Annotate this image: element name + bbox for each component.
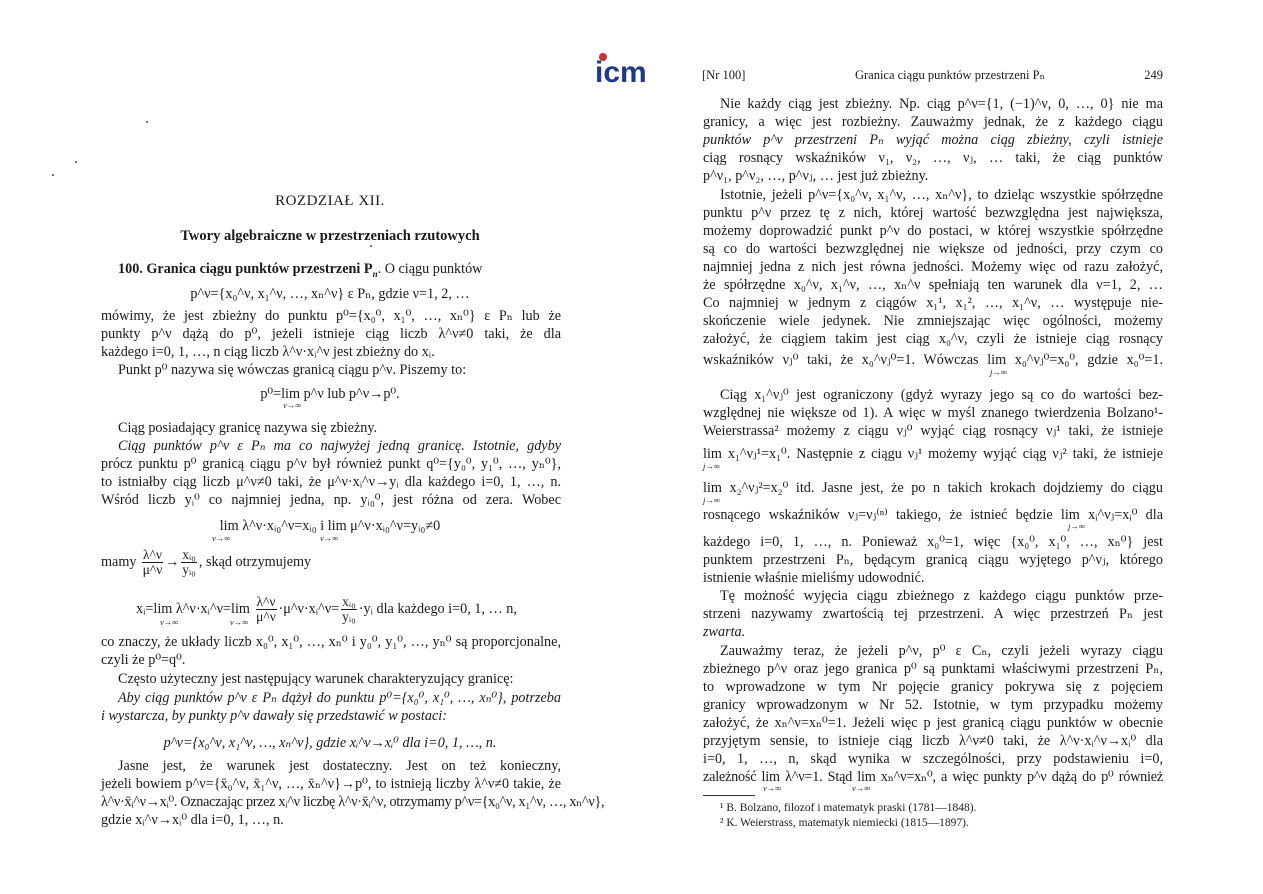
left-page (0, 0, 630, 894)
r-line-27: zwarta. (703, 624, 746, 640)
section-title-sub: n (372, 268, 378, 279)
r-line-26: strzeni nazywamy zwartością tej przestrzeni. A więc przestrzeń Pₙ jest (703, 606, 1163, 622)
line-12: Wśród liczb yᵢ⁰ co najmniej jedna, np. yᵢ₀⁰, jest różna od zera. Wobec (101, 492, 561, 508)
r-line-15: wskaźników νⱼ⁰ taki, że x₀^νⱼ⁰=1. Wówczas lim x₀^νⱼ⁰=x₀⁰, gdzie x₀⁰=1. (703, 352, 1163, 368)
line-17: czyli że p⁰=q⁰. (101, 652, 186, 668)
section-heading: 100. Granica ciągu punktów przestrzeni $P_n$. O ciągu punktów (118, 261, 483, 279)
eq-representation: p^ν={x₀^ν, x₁^ν, …, xₙ^ν}, gdzie xᵢ^ν→xᵢ⁰ dla i=0, 1, …, n. (163, 735, 497, 751)
r-line-12: Co najmniej w jednym z ciągów x₁¹, x₁², …, x₁^ν, … występuje nie- (703, 295, 1163, 311)
line-18: Często użyteczny jest następujący warunek charakteryzujący granicę: (118, 671, 514, 687)
r-line-21: rosnącego wskaźników νⱼ=νⱼ⁽ⁿ⁾ takiego, że istnieć będzie lim xᵢ^νⱼ=xᵢ⁰ dla (703, 507, 1163, 523)
r-line-20: lim x₂^νⱼ²=x₂⁰ itd. Jasne jest, że po n takich krokach dojdziemy do ciągu (703, 480, 1163, 496)
line-6: Punkt p⁰ nazywa się wówczas granicą ciągu p^ν. Piszemy to: (118, 362, 467, 378)
eq-xi-sub2: ν→∞ (230, 617, 249, 627)
r-line-10: najmniej jedna z nich jest równa jedności. Możemy więc od razu założyć, (703, 259, 1163, 275)
r-line-23: punktem przestrzeni Pₙ, będącym granicą ciągu wyjętego p^νⱼ, którego (703, 552, 1163, 568)
frac-x-y: $\frac{\text{xᵢ₀}}{\text{yᵢ₀}}$ (182, 547, 196, 578)
r-line-33: przyjętym sensie, to istnieje ciąg liczb λ^ν≠0 taki, że λ^ν·xᵢ^ν→xᵢ⁰ dla (703, 733, 1163, 749)
r-line-14: założyć, że ciągiem takim jest ciąg x₀^ν, czyli że istnieje ciąg rosnący (703, 331, 1163, 347)
line-4: punkty p^ν dążą do p⁰, jeżeli istnieje ciąg liczb λ^ν≠0 taki, że dla (101, 326, 561, 342)
r-line-13: skończenie wiele jedynek. Nie zmniejszając więc ogólności, możemy (703, 313, 1163, 329)
line-10: prócz punktu p⁰ granicą ciągu p^ν był również punkt q⁰={y₀⁰, y₁⁰, …, yₙ⁰}, (101, 456, 561, 472)
r-line-20-sub: j→∞ (703, 495, 720, 505)
line-25: gdzie xᵢ^ν→xᵢ⁰ dla i=0, 1, …, n. (101, 812, 284, 828)
section-title: Granica ciągu punktów przestrzeni P (146, 261, 373, 277)
r-line-32: założyć, że xₙ^ν=xₙ⁰=1. Jeżeli więc p jest granicą ciągu punktów w obecnie (703, 715, 1163, 731)
r-line-28: Zauważmy teraz, że jeżeli p^ν, p⁰ ε Cₙ, czyli jeżeli wyrazy ciągu (720, 643, 1163, 659)
r-line-5: p^ν₁, p^ν₂, …, p^νⱼ, … jest już zbieżny. (703, 168, 929, 184)
r-line-2: granicy, a więc jest rozbieżny. Zauważmy jednak, że z każdego ciągu (703, 114, 1163, 130)
r-line-11: że spółrzędne x₀^ν, x₁^ν, …, xₙ^ν spełniają ten warunek dla ν=1, 2, … (703, 277, 1163, 293)
r-line-29: zbieżnego p^ν oraz jego granica p⁰ są punktami właściwymi przestrzeni Pₙ, (703, 661, 1163, 677)
eq-limits-sub2: ν→∞ (320, 533, 339, 543)
r-line-21-sub: j→∞ (1068, 521, 1085, 531)
r-line-35-sub2: ν→∞ (852, 783, 871, 793)
eq-sequence: p^ν={x₀^ν, x₁^ν, …, xₙ^ν} ε Pₙ, gdzie ν=1, 2, … (190, 286, 470, 302)
logo-text: icm (595, 56, 647, 88)
r-line-1: Nie każdy ciąg jest zbieżny. Np. ciąg p^ν={1, (−1)^ν, 0, …, 0} nie ma (720, 96, 1163, 112)
r-line-6: Istotnie, jeżeli p^ν={x₀^ν, x₁^ν, …, xₙ^ν}, to dzieląc wszystkie spółrzędne (720, 187, 1163, 203)
running-header-title: Granica ciągu punktów przestrzeni Pₙ (854, 68, 1046, 82)
r-line-17: względnej nie większe od 1). A więc w myśl znanego twierdzenia Bolzano¹- (703, 405, 1163, 421)
chapter-title: ROZDZIAŁ XII. (275, 193, 385, 209)
r-line-19: lim x₁^νⱼ¹=x₁⁰. Następnie z ciągu νⱼ¹ możemy wyjąć ciąg νⱼ² taki, że istnieje (703, 446, 1163, 462)
eq-xi-sub1: ν→∞ (160, 617, 179, 627)
footnote-rule (703, 795, 755, 796)
line-23: jeżeli bowiem p^ν={x̄₀^ν, x̄₁^ν, …, x̄ₙ^ν}→p⁰, to istnieją liczby λ^ν≠0 takie, że (101, 776, 561, 792)
r-line-16: Ciąg x₁^νⱼ⁰ jest ograniczony (gdyż wyrazy jego są co do wartości bez- (720, 387, 1163, 403)
running-header-left: [Nr 100] (702, 68, 746, 82)
r-line-35-sub1: ν→∞ (763, 783, 782, 793)
line-19: Aby ciąg punktów p^ν ε Pₙ dążył do punktu p⁰={x₀⁰, x₁⁰, …, xₙ⁰}, potrzeba (118, 690, 561, 706)
frac-lambda-mu: $\frac{\lambda\^{}\nu}{\mu\^{}\nu}$ (142, 547, 163, 578)
r-line-7: punktu p^ν przez tę z nich, której wartość bezwzględna jest największa, (703, 205, 1163, 221)
r-line-9: są co do wartości bezwzględnej nie większe od jedności, przy czym co (703, 241, 1163, 257)
r-line-25: Tę możność wyjęcia ciągu zbieżnego z każdego ciągu punktów prze- (720, 588, 1163, 604)
r-line-24: istnienie właśnie mieliśmy udowodnić. (703, 570, 925, 586)
eq-limits-sub1: ν→∞ (212, 533, 231, 543)
r-line-19-sub: j→∞ (703, 461, 720, 471)
eq-mamy: mamy $\frac{\lambda\^{}\nu}{\mu\^{}\nu}$ → $\frac{\text{xᵢ₀}}{\text{yᵢ₀}}$ , skąd otrzymujemy (101, 547, 312, 578)
r-line-15-sub: j→∞ (990, 367, 1007, 377)
r-line-22: każdego i=0, 1, …, n. Ponieważ x₀⁰=1, więc {x₀⁰, x₁⁰, …, xₙ⁰} jest (703, 534, 1163, 550)
chapter-heading: Twory algebraiczne w przestrzeniach rzutowych (180, 228, 480, 244)
r-line-4: ciąg rosnący wskaźników ν₁, ν₂, …, νⱼ, … taki, że ciąg punktów (703, 150, 1163, 166)
line-5: każdego i=0, 1, …, n ciąg liczb λ^ν·xᵢ^ν jest zbieżny do xᵢ. (101, 344, 435, 360)
r-line-35: zależność lim λ^ν=1. Stąd lim xₙ^ν=xₙ⁰, a więc punkty p^ν dążą do p⁰ również (703, 769, 1163, 785)
r-line-34: i=0, 1, …, n, skąd wynika w szczególności, przy podstawieniu i=0, (703, 751, 1163, 767)
eq-limit-sub: ν→∞ (283, 400, 302, 410)
line-11: to istniałby ciąg liczb μ^ν≠0 taki, że μ^ν·xᵢ^ν→yᵢ dla każdego i=0, 1, …, n. (101, 474, 561, 490)
line-24: λ^ν·x̄ᵢ^ν→xᵢ⁰. Oznaczając przez xᵢ^ν liczbę λ^ν·x̄ᵢ^ν, otrzymamy p^ν={x₀^ν, x₁^ν, …, xₙ^ν}, (101, 794, 605, 810)
eq-limit: p⁰=lim p^ν lub p^ν→p⁰. (260, 386, 400, 402)
eq-xi: xᵢ=lim λ^ν·xᵢ^ν=lim $\frac{\lambda\^{}\nu}{\mu\^{}\nu}$ ·μ^ν·xᵢ^ν= $\frac{\text{xᵢ₀}}{\text{yᵢ₀}}$ ·yᵢ dla każdego i=0, 1, … n, (136, 594, 517, 625)
footnote-1: ¹ B. Bolzano, filozof i matematyk praski (1781—1848). (720, 802, 977, 814)
section-number: 100. (118, 261, 143, 277)
r-line-3: punktów p^ν przestrzeni Pₙ wyjąć można ciąg zbieżny, czyli istnieje (703, 132, 1163, 148)
r-line-8: możemy doprowadzić punkt p^ν do postaci, w której wszystkie spółrzędne (703, 223, 1163, 239)
page-number: 249 (1144, 68, 1163, 82)
r-line-31: granicy wprowadzonym w Nr 52. Istotnie, w tym przypadku możemy (703, 697, 1163, 713)
eq-limits-pair: lim λ^ν·xᵢ₀^ν=xᵢ₀ i lim μ^ν·xᵢ₀^ν=yᵢ₀≠0 (219, 518, 441, 534)
line-22: Jasne jest, że warunek jest dostateczny. Jest on też konieczny, (118, 758, 561, 774)
line-8: Ciąg posiadający granicę nazywa się zbieżny. (118, 420, 378, 436)
r-line-18: Weierstrassa² możemy z ciągu νⱼ⁰ wyjąć ciąg rosnący νⱼ¹ taki, że istnieje (703, 423, 1163, 439)
line-16: co znaczy, że układy liczb x₀⁰, x₁⁰, …, xₙ⁰ i y₀⁰, y₁⁰, …, yₙ⁰ są proporcjonalne, (101, 634, 561, 650)
line-3: mówimy, że jest zbieżny do punktu p⁰={x₀⁰, x₁⁰, …, xₙ⁰} ε Pₙ lub że (101, 308, 561, 324)
right-page (630, 0, 1263, 894)
r-line-30: to wprowadzone w tym Nr pojęcie granicy pokrywa się z pojęciem (703, 679, 1163, 695)
line-20: i wystarcza, by punkty p^ν dawały się przedstawić w postaci: (101, 708, 447, 724)
footnote-2: ² K. Weierstrass, matematyk niemiecki (1815—1897). (720, 817, 969, 829)
line-9: Ciąg punktów p^ν ε Pₙ ma co najwyżej jedną granicę. Istotnie, gdyby (118, 438, 561, 454)
line-1: O ciągu punktów (384, 261, 483, 277)
